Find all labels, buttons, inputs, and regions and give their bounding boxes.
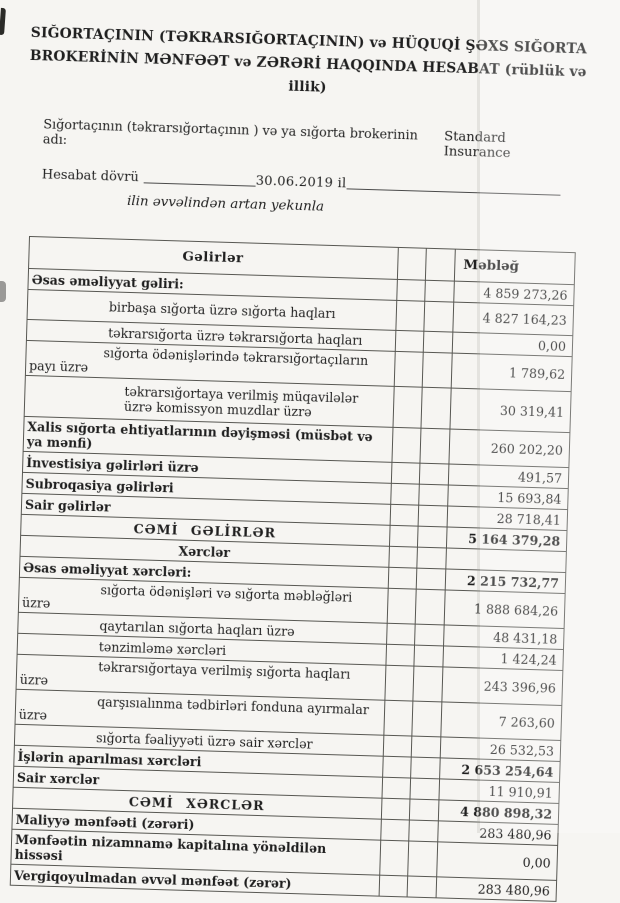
row-label: təkrarsığortaya verilmiş sığorta haqları üzrə [16,654,386,700]
row-label: qarşısıalınma tədbirləri fonduna ayırmalar üzrə [15,689,385,735]
row-label: birbaşa sığorta üzrə sığorta haqları [27,289,397,330]
row-empty-cell [419,463,449,485]
row-label: təkrarsığortaya verilmiş müqavilələr üzrə komissyon muzdlar üzrə [24,375,394,427]
row-empty-cell [410,778,440,800]
row-amount: 243 396,96 [442,667,563,706]
row-amount: 28 718,41 [447,506,568,531]
row-amount: 7 263,60 [441,702,562,741]
row-amount: 48 431,18 [444,625,565,650]
row-empty-cell [416,568,446,590]
row-empty-cell [418,505,448,527]
report-title [27,22,589,108]
row-empty-cell [412,701,442,737]
row-empty-cell [424,301,454,332]
row-amount: 1 424,24 [443,646,564,671]
row-empty-cell [425,280,455,302]
row-label: İşlərin aparılması xərcləri [14,745,383,777]
row-amount: 491,57 [448,464,569,489]
row-label: təkrarsığorta üzrə təkrarsığorta haqları [26,319,395,351]
row-label: Vergiqoyulmadan əvvəl mənfəət (zərər) [10,864,379,896]
row-amount: 260 202,20 [449,429,570,468]
report-title-line2: BROKERİNİN MƏNFƏƏT və ZƏRƏRİ HAQQINDA HESABAT (rüblük və illik) [29,47,587,96]
row-empty-cell [420,428,450,464]
row-empty-cell [380,840,409,876]
row-empty-cell [415,589,445,625]
row-empty-cell [387,588,416,624]
period-label: Hesabat dövrü [41,167,139,186]
row-empty-cell [384,700,413,736]
row-empty-cell [417,547,447,569]
insurer-name-label: Sığortaçının (təkrarsığortaçının ) və ya sığorta brokerinin adı: [42,117,419,149]
row-label: Maliyyə mənfəəti (zərəri) [12,808,381,840]
row-amount: 283 480,96 [436,877,557,902]
period-note: ilin əvvəlindən artan yekunla [126,193,325,215]
row-empty-cell [389,525,418,547]
row-empty-cell [408,841,438,877]
row-label: sığorta ödənişləri və sığorta məbləğləri üzrə [18,577,388,623]
row-amount: 26 532,53 [440,737,561,762]
row-amount: 5 164 379,28 [446,527,567,552]
row-amount: 0,00 [452,332,573,357]
row-label: Mənfəətin nizamnamə kapitalına yönəldilən hissəsi [11,829,381,875]
row-empty-cell [409,820,439,842]
row-amount: 4 859 273,26 [454,281,575,306]
row-empty-cell [385,665,414,701]
row-label: Xərclər [20,535,389,567]
row-label: CƏMİ GƏLİRLƏR [21,514,390,546]
row-empty-cell [390,504,419,526]
row-empty-cell [423,331,453,353]
row-empty-cell [397,279,426,301]
row-empty-cell [389,546,418,568]
row-label: Subroqasiya gəlirləri [22,472,391,504]
row-empty-cell [411,736,441,758]
row-empty-cell [419,484,449,506]
row-empty-cell [417,526,447,548]
row-empty-cell [391,462,420,484]
row-empty-cell [383,735,412,757]
row-label: Əsas əməliyyat xərcləri: [19,556,388,588]
row-empty-cell [391,483,420,505]
row-amount: 15 693,84 [448,485,569,510]
report-table [10,236,576,902]
empty-column-header [425,248,455,281]
row-label: qaytarılan sığorta haqları üzrə [18,612,387,644]
row-empty-cell [413,666,443,702]
row-empty-cell [386,644,415,666]
row-empty-cell [421,387,451,429]
row-empty-cell [381,798,410,820]
row-amount: 11 910,91 [439,779,560,804]
blank-underline [144,169,256,186]
row-amount: 4 827 164,23 [453,302,574,336]
row-amount: 30 319,41 [450,388,571,433]
row-amount: 2 215 732,77 [445,569,566,594]
row-empty-cell [381,819,410,841]
row-amount: 4 880 898,32 [438,800,559,825]
table-body [10,268,574,901]
row-empty-cell [414,645,444,667]
row-empty-cell [393,386,422,428]
period-value: 30.06.2019 il [255,173,347,192]
row-label: CƏMİ XƏRCLƏR [13,787,382,819]
row-empty-cell [387,623,416,645]
row-empty-cell [407,876,437,898]
row-empty-cell [409,799,439,821]
row-amount: 1 888 684,26 [444,590,565,629]
amount-column-header: Məbləğ [454,249,575,285]
row-empty-cell [396,300,425,331]
row-label: Sair gəlirlər [21,493,390,525]
blank-underline [346,175,560,195]
row-empty-cell [415,624,445,646]
row-empty-cell [383,756,412,778]
row-empty-cell [379,875,408,897]
row-label: Xalis sığorta ehtiyatlarının dəyişməsi (müsbət və ya mənfi) [23,416,393,462]
row-label: sığorta fəaliyyəti üzrə sair xərclər [14,724,383,756]
row-empty-cell [392,427,421,463]
row-amount: 283 480,96 [438,821,559,846]
row-label: sığorta ödənişlərində təkrarsığortaçıların payı üzrə [25,340,395,386]
row-label: tənzimləmə xərcləri [17,633,386,665]
row-empty-cell [394,351,423,387]
row-empty-cell [382,777,411,799]
report-title-line1: SIĞORTAÇININ (TƏKRARSIĞORTAÇININ) və HÜQUQİ ŞƏXS SIĞORTA [30,24,588,58]
empty-column-header [397,247,426,280]
row-label: Sair xərclər [13,766,382,798]
row-label: İnvestisiya gəlirləri üzrə [22,451,391,483]
row-empty-cell [395,330,424,352]
income-column-header: Gəlirlər [29,236,399,279]
row-empty-cell [422,352,452,388]
row-amount: 0,00 [437,842,558,881]
insurer-name-value: Standard Insurance [443,129,511,162]
row-amount: 1 789,62 [451,353,572,392]
row-label: Əsas əməliyyat gəliri: [28,268,397,300]
row-empty-cell [411,757,441,779]
row-empty-cell [388,567,417,589]
insurer-name-row [43,117,577,163]
row-amount: 2 653 254,64 [440,758,561,783]
